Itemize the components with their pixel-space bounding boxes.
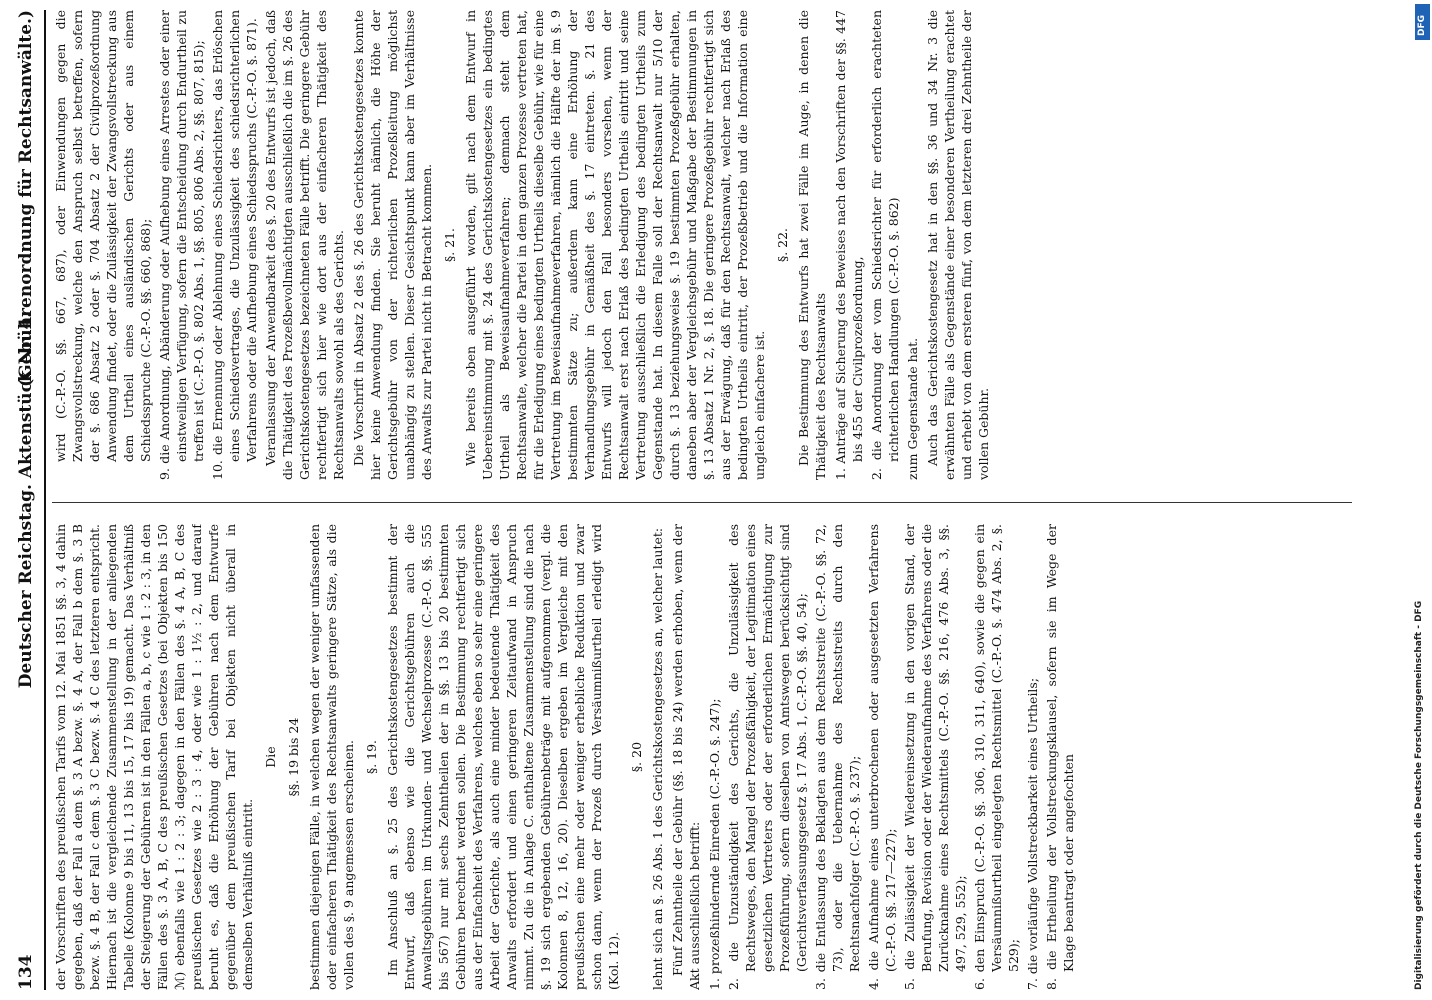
- right-column: [52, 10, 1352, 480]
- page-header: [8, 10, 46, 990]
- list-item: 2. die Unzuständigkeit des Gerichts, die Unzulässigkeit des Rechtsweges, den Mangel der Prozeßfähigkeit, der Legitimation eines gesetzlichen Vertreters oder der erforderlichen Ermächtigung zur Prozeßführung, sofern dieselben von Amtswegen berücksichtigt sind (Gerichtsverfassungsgesetz §. 17 Abs. 1, C.-P.-O. §§. 40, 54);: [726, 524, 809, 990]
- paragraph: Die Vorschrift in Absatz 2 des §. 26 des Gerichtskostengesetzes konnte hier keine Anwendung finden. Sie beruht nämlich, die Höhe der Gerichtsgebühr von der richterlichen Prozeßleitung möglichst unabhängig zu stellen. Dieser Gesichtspunkt kann aber im Verhältnisse des Anwalts zur Partei nicht in Betracht kommen.: [351, 10, 434, 480]
- list-item-continuation: wird (C.-P.-O. §§. 667, 687), oder Einwendungen gegen die Zwangsvollstreckung, welche den Anspruch selbst betreffen, sofern der §. 686 Absatz 2 oder §. 704 Absatz 2 der Civilprozeßordnung Anwendung findet, oder die Zulässigkeit der Zwangsvollstreckung aus dem Urtheil eines ausländischen Gerichts oder aus einem Schiedsspruche (C.-P.-O. §§. 660, 868);: [53, 10, 153, 462]
- list-item: 3. die Entlassung des Beklagten aus dem Rechtsstreite (C.-P.-O. §§. 72, 73), oder die Uebernahme des Rechtsstreits durch den Rechtsnachfolger (C.-P.-O. §. 237);: [813, 524, 862, 990]
- section-heading: §. 21.: [442, 227, 457, 263]
- paragraph: Fünf Zehntheile der Gebühr (§§. 18 bis 24) werden erhoben, wenn der Akt ausschließlich betrifft:: [670, 524, 702, 990]
- paragraph: Die Bestimmung des Entwurfs hat zwei Fälle im Auge, in denen die Thätigkeit des Rechtsanwalts: [796, 10, 828, 480]
- list-item: 1. prozeßhindernde Einreden (C.-P.-O. §. 247);: [707, 698, 722, 990]
- list-item: 2. die Anordnung der vom Schiedsrichter für erforderlich erachteten richterlichen Handlungen (C.-P.-O. §. 862): [869, 10, 901, 480]
- paragraph: der Vorschriften des preußischen Tarifs vom 12. Mai 1851 §§. 3, 4 dahin gegeben, daß der Fall a dem §. 3 A bezw. §. 4 A, der Fall b dem §. 3 B bezw. §. 4 B, der Fall c dem §. 3 C bezw. §. 4 C des letzteren entspricht. Hiernach ist die vergleichende Zusammenstellung in der anliegenden Tabelle (Kolonne 9 bis 11, 13 bis 15, 17 bis 19) gemacht. Das Verhältniß der Steigerung der Gebühren ist in den Fällen a, b, c wie 1 : 2 : 3, in den Fällen des §. 3 A, B, C des preußischen Gesetzes (bei Objekten bis 150 ℳ) ebenfalls wie 1 : 2 : 3; dagegen in den Fällen des §. 4 A, B, C des preußischen Gesetzes wie 2 : 3 : 4, oder wie 1 : 1½ : 2, und darauf beruht es, daß die Erhöhung der Gebühren nach dem Entwurfe gegenüber dem preußischen Tarif bei Objekten nicht überall in demselben Verhältniß eintritt.: [53, 524, 255, 990]
- paragraph: zum Gegenstande hat.: [905, 337, 920, 480]
- section-heading: §. 19.: [364, 739, 379, 775]
- dfg-logo: [1415, 4, 1430, 40]
- paragraph: Auch das Gerichtskostengesetz hat in den §§. 36 und 34 Nr. 3 die erwähnten Fälle als Gegenstände einer besonderen Vertheilung erachtet und erhebt von dem ersteren fünf, von dem letzteren drei Zehntheile der vollen Gebühr.: [925, 10, 991, 480]
- list-item: 5. die Zulässigkeit der Wiedereinsetzung in den vorigen Stand, der Berufung, Revision oder der Wiederaufnahme des Verfahrens oder die Zurücknahme eines Rechtsmittels (C.-P.-O. §§. 216, 476 Abs. 3, §§. 497, 529, 552);: [902, 524, 968, 990]
- section-heading: §. 20: [629, 741, 644, 773]
- left-column: [52, 524, 1352, 990]
- dfg-logo-label: DFG: [1417, 14, 1427, 36]
- list-item: 9. die Anordnung, Abänderung oder Aufhebung eines Arrestes oder einer einstweiligen Verfügung, sofern die Entscheidung durch Endurtheil zu treffen ist (C.-P.-O. §. 802 Abs. 1, §§. 805, 806 Abs. 2, §§. 807, 815);: [157, 10, 206, 480]
- section-heading: §§. 19 bis 24: [286, 717, 301, 797]
- list-item: 6. den Einspruch (C.-P.-O. §§. 306, 310, 311, 640), sowie die gegen ein Versäumnißurtheil eingelegten Rechtsmittel (C.-P.-O. §. 474 Abs. 2, §. 529);: [972, 524, 1021, 990]
- paragraph: Im Anschluß an §. 25 des Gerichtskostengesetzes bestimmt der Entwurf, daß ebenso wie die Gerichtsgebühren auch die Anwaltsgebühren im Urkunden- und Wechselprozesse (C.-P.-O. §§. 555 bis 567) nur mit sechs Zehntheilen der in §§. 13 bis 20 bestimmten Gebühren berechnet werden sollen. Die Bestimmung rechtfertigt sich aus der Einfachheit des Verfahrens, welches eben so sehr eine geringere Arbeit der Gerichte, als auch eine minder bedeutende Thätigkeit des Anwalts erfordert und einen geringeren Zeitaufwand in Anspruch nimmt. Zu die in Anlage C. enthaltene Zusammenstellung sind die nach §. 19 sich ergebenden Gebührenbeträge mit aufgenommen (vergl. die Kolonnen 8, 12, 16, 20). Dieselben ergeben im Vergleiche mit den preußischen eine mehr oder weniger erhebliche Reduktion und zwar schon dann, wenn der Prozeß durch Versäumnißurtheil erledigt wird (Kol. 12).: [385, 524, 621, 990]
- funding-watermark: [1412, 0, 1432, 1000]
- list-item: 4. die Aufnahme eines unterbrochenen oder ausgesetzten Verfahrens (C.-P.-O. §§. 217—227);: [866, 524, 898, 990]
- paragraph: lehnt sich an §. 26 Abs. 1 des Gerichtskostengesetzes an, welcher lautet:: [650, 527, 665, 990]
- watermark-text: Digitalisierung gefördert durch die Deutsche Forschungsgemeinschaft - DFG: [1414, 600, 1424, 990]
- section-heading: §. 22.: [775, 227, 790, 263]
- page-number: 134: [16, 954, 36, 990]
- paragraph: Die: [263, 746, 278, 768]
- paragraph: Veranlassung der Anwendbarkeit des §. 20 des Entwurfs ist jedoch, daß die Thätigkeit des Prozeßbevollmächtigten ausschließlich die im §. 26 des Gerichtskostengesetzes bezeichneten Fälle betrifft. Die geringere Gebühr rechtfertigt sich hier wie dort aus der einfacheren Thätigkeit des Rechtsanwalts sowohl als des Gerichts.: [263, 10, 346, 480]
- running-title: Deutscher Reichstag. Aktenstück Nr. 4.: [16, 311, 36, 689]
- paragraph: bestimmen diejenigen Fälle, in welchen wegen der weniger umfassenden oder einfacheren Thätigkeit des Rechtsanwalts geringere Sätze, als die vollen des §. 9 angemessen erscheinen.: [307, 524, 356, 990]
- list-item: 10. die Ernennung oder Ablehnung eines Schiedsrichters, das Erlöschen eines Schiedsvertrages, die Unzulässigkeit des schiedsrichterlichen Verfahrens oder die Aufhebung eines Schiedsspruchs (C.-P.-O. §. 871).: [210, 10, 259, 480]
- list-item: 8. die Ertheilung der Vollstreckungsklausel, sofern sie im Wege der Klage beantragt oder angefochten: [1044, 524, 1076, 990]
- column-divider: [52, 502, 1352, 503]
- list-item: 1. Anträge auf Sicherung des Beweises nach den Vorschriften der §§. 447 bis 455 der Civilprozeßordnung,: [833, 10, 865, 480]
- list-item: 7. die vorläufige Vollstreckbarkeit eines Urtheils;: [1025, 677, 1040, 990]
- paragraph: Wie bereits oben ausgeführt worden, gilt nach dem Entwurf in Uebereinstimmung mit §. 24 des Gerichtskostengesetzes ein bedingtes Urtheil als Beweisaufnahmeverfahren; demnach steht dem Rechtsanwalte, welcher die Partei in dem ganzen Prozesse vertreten hat, für die Erledigung eines bedingten Urtheils dieselbe Gebühr, wie für eine Vertretung im Beweisaufnahmeverfahren, nämlich die Hälfte der im §. 9 bestimmten Sätze zu; außerdem kann eine Erhöhung der Verhandlungsgebühr in Gemäßheit des §. 17 eintreten. §. 21 des Entwurfs will jedoch den Fall besonders vorsehen, wenn der Rechtsanwalt erst nach Erlaß des bedingten Urtheils eintritt und seine Vertretung ausschließlich die Erledigung des bedingten Urtheils zum Gegenstande hat. In diesem Falle soll der Rechtsanwalt nur 5/10 der durch §. 13 beziehungsweise §. 19 bestimmten Prozeßgebühr erhalten, daneben aber der Vergleichsgebühr und Maßgabe der Bestimmungen in §. 13 Absatz 1 Nr. 2, §. 18. Die geringere Prozeßgebühr rechtfertigt sich aus der Erwägung, daß für den Rechtsanwalt, welcher nach Erlaß des bedingten Urtheils eintritt, der Prozeßbetrieb und die Information eine ungleich einfachere ist.: [463, 10, 767, 480]
- section-title: (Gebührenordnung für Rechtsanwälte.): [16, 10, 36, 387]
